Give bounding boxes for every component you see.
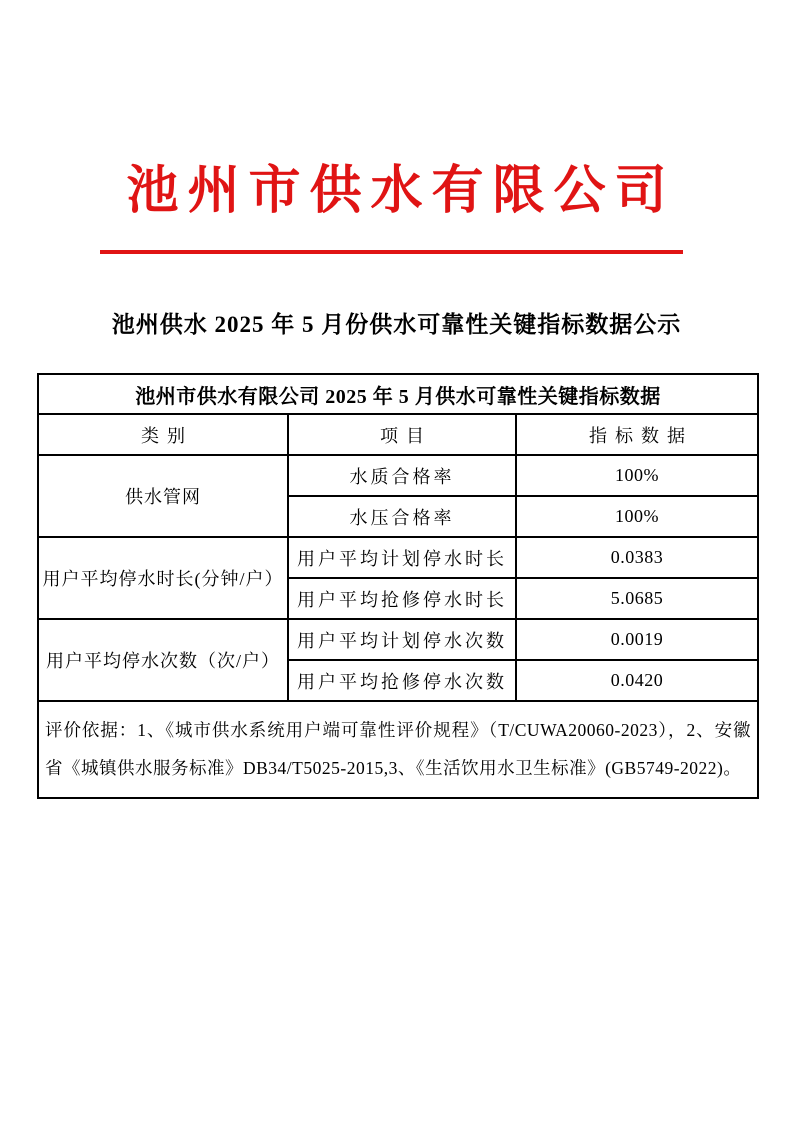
value-cell-repair-outage-duration: 5.0685 bbox=[516, 578, 758, 619]
table-row bbox=[38, 537, 758, 578]
value-cell-planned-outage-duration: 0.0383 bbox=[516, 537, 758, 578]
evaluation-basis-note: 评价依据：1、《城市供水系统用户端可靠性评价规程》（T/CUWA20060-2023），2、安徽省《城镇供水服务标准》DB34/T5025-2015,3、《生活饮用水卫生标准》(GB5749-2022)。 bbox=[38, 701, 758, 798]
item-cell-water-pressure-rate: 水压合格率 bbox=[288, 496, 516, 537]
company-letterhead-title: 池州市供水有限公司 bbox=[126, 163, 676, 220]
letterhead-divider-line bbox=[100, 250, 683, 254]
item-cell-planned-outage-count: 用户平均计划停水次数 bbox=[288, 619, 516, 660]
table-row bbox=[38, 455, 758, 496]
item-cell-repair-outage-count: 用户平均抢修停水次数 bbox=[288, 660, 516, 701]
item-cell-planned-outage-duration: 用户平均计划停水时长 bbox=[288, 537, 516, 578]
table-footnote-row bbox=[38, 701, 758, 798]
table-title-row bbox=[38, 374, 758, 414]
category-cell-avg-outage-duration: 用户平均停水时长(分钟/户） bbox=[38, 537, 288, 619]
table-row bbox=[38, 619, 758, 660]
value-cell-repair-outage-count: 0.0420 bbox=[516, 660, 758, 701]
item-cell-water-quality-rate: 水质合格率 bbox=[288, 455, 516, 496]
category-cell-pipeline-network: 供水管网 bbox=[38, 455, 288, 537]
col-header-category: 类别 bbox=[38, 414, 288, 455]
value-cell-water-quality-rate: 100% bbox=[516, 455, 758, 496]
indicators-table-wrap bbox=[37, 373, 757, 799]
document-heading: 池州供水 2025 年 5 月份供水可靠性关键指标数据公示 bbox=[111, 312, 682, 337]
col-header-item: 项目 bbox=[288, 414, 516, 455]
table-title: 池州市供水有限公司 2025 年 5 月供水可靠性关键指标数据 bbox=[38, 374, 758, 414]
table-header-row bbox=[38, 414, 758, 455]
value-cell-planned-outage-count: 0.0019 bbox=[516, 619, 758, 660]
category-cell-avg-outage-count: 用户平均停水次数（次/户） bbox=[38, 619, 288, 701]
indicators-table bbox=[37, 373, 759, 799]
value-cell-water-pressure-rate: 100% bbox=[516, 496, 758, 537]
item-cell-repair-outage-duration: 用户平均抢修停水时长 bbox=[288, 578, 516, 619]
col-header-value: 指标数据 bbox=[516, 414, 758, 455]
